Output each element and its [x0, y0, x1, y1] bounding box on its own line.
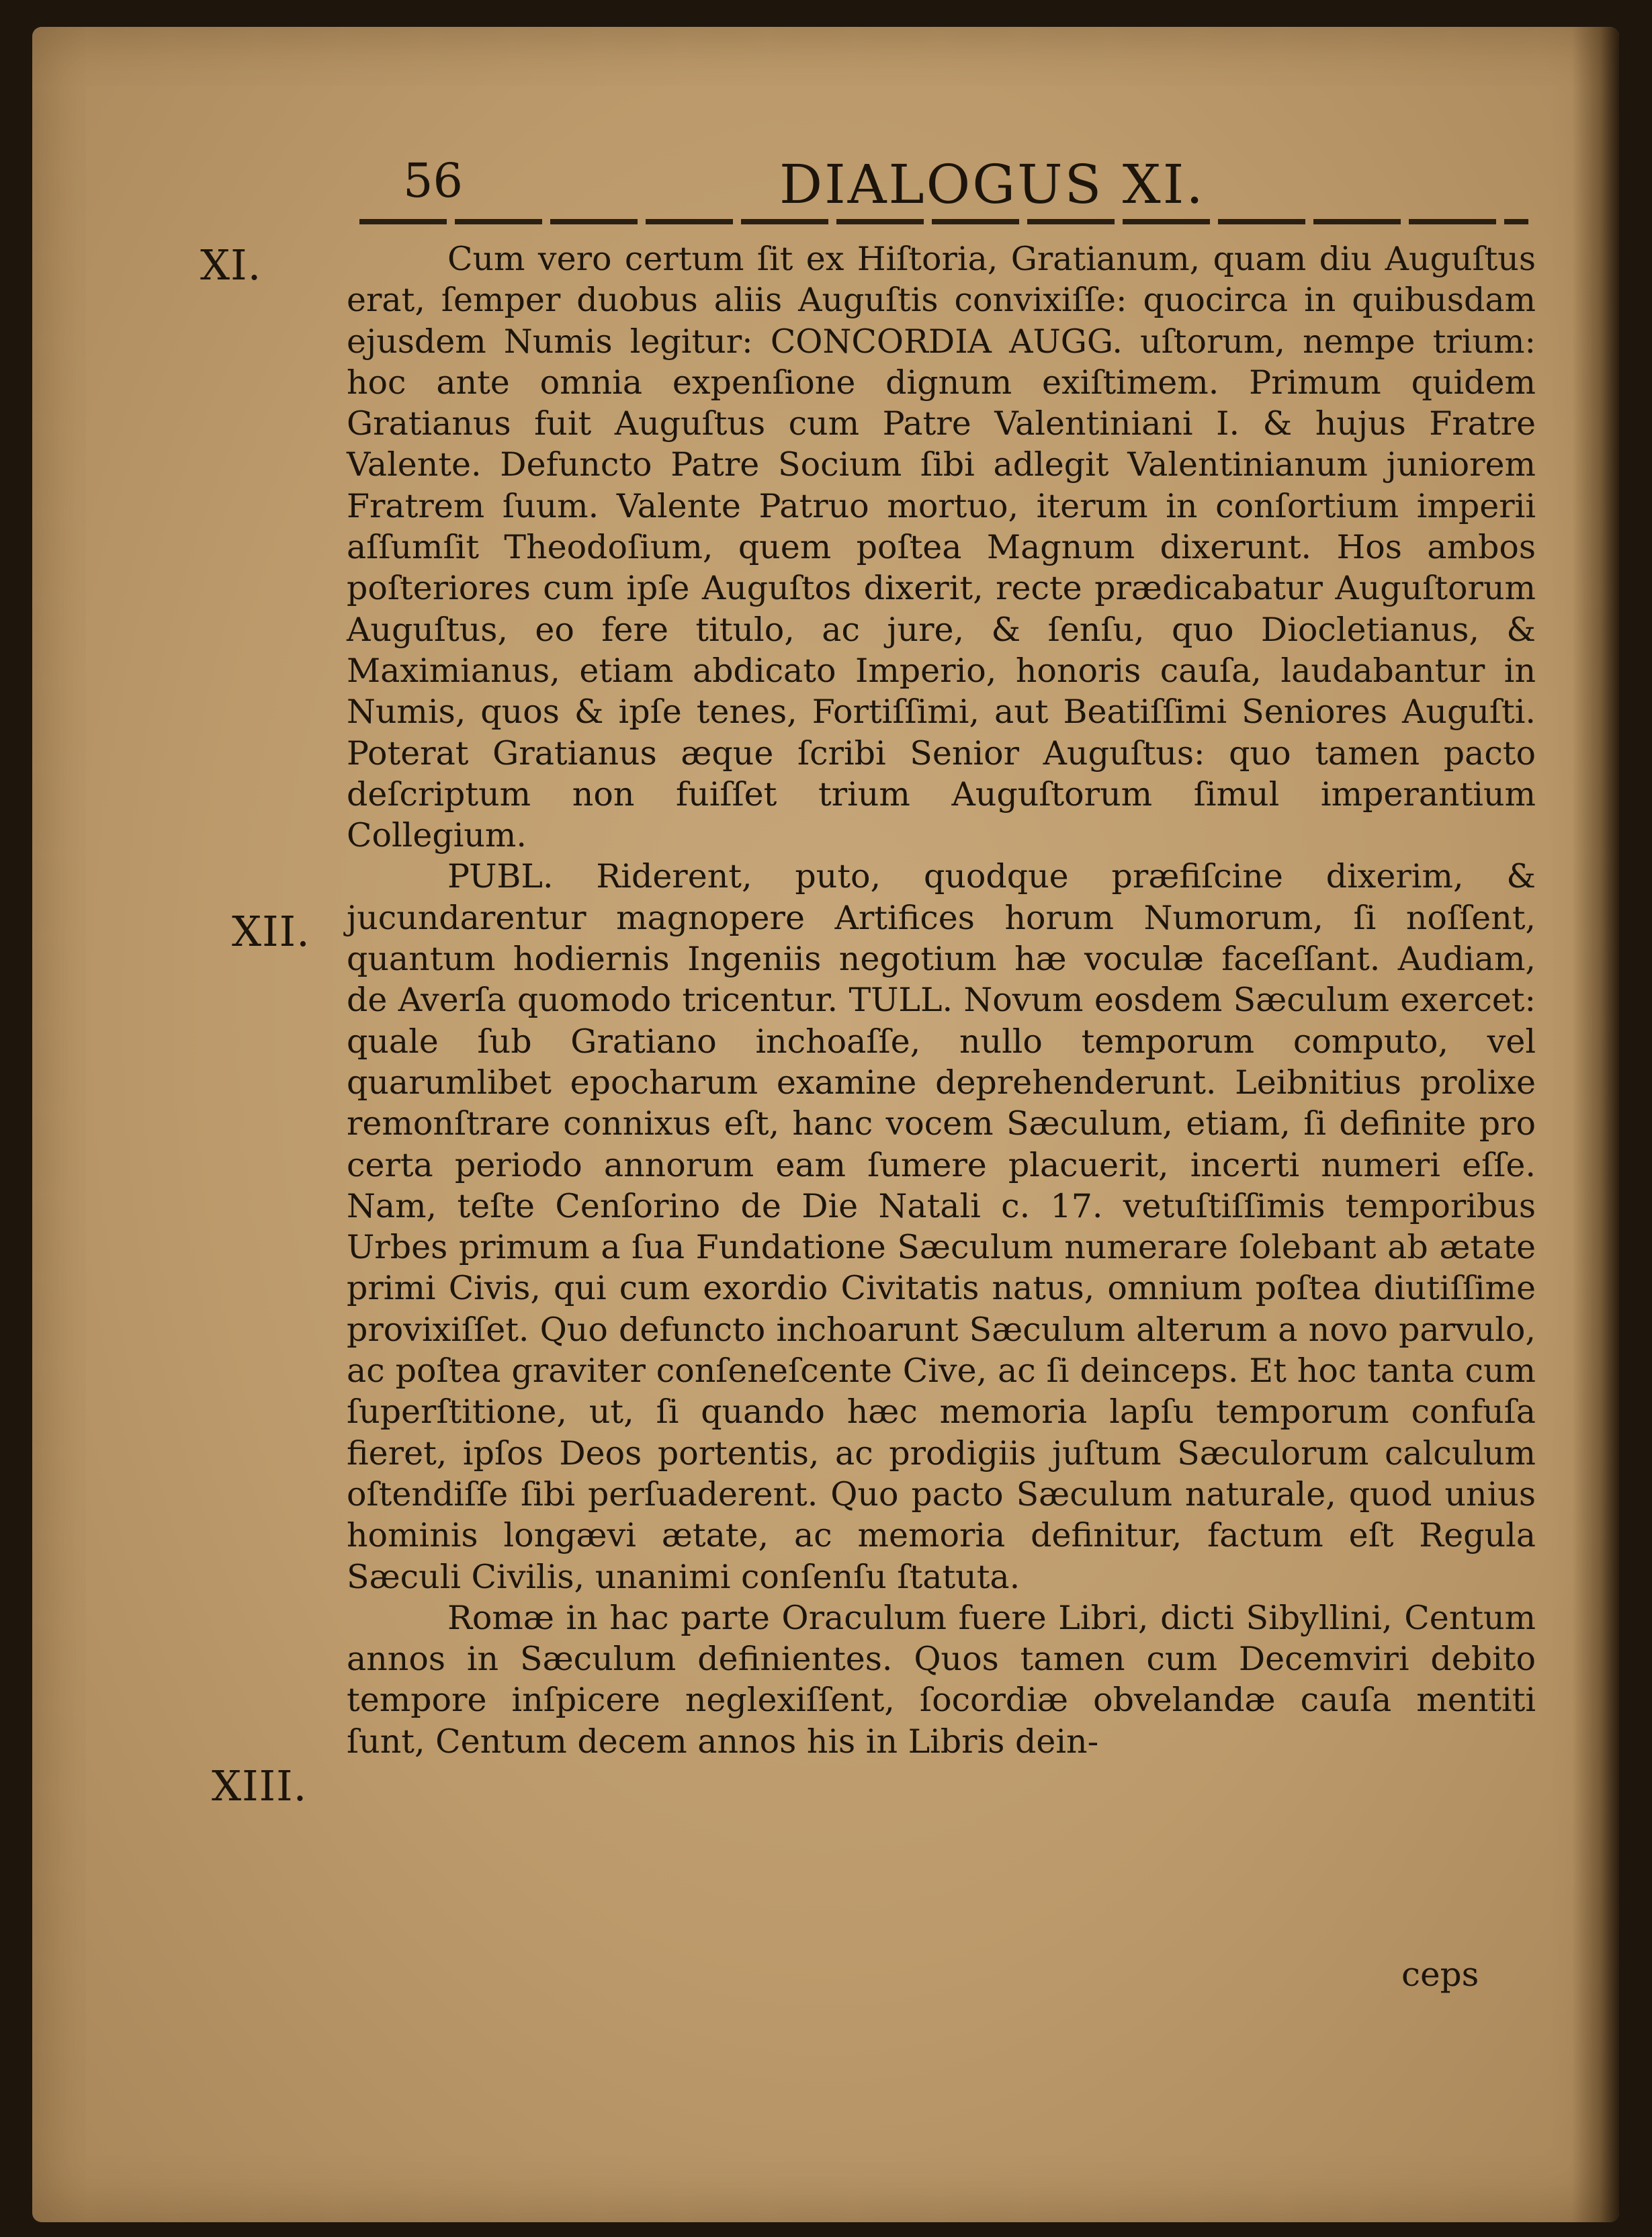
paragraph-xii-text: PUBL. Riderent, puto, quodque præfiſcine dixerim, & jucundarentur magnopere Artifices horum Numorum, ſi noſſent, quantum hodiernis Ingeniis negotium hæ voculæ faceſſant. Audiam, de Averſa quomodo tricentur. TULL. Novum eosdem Sæculum exercet: quale ſub Gratiano inchoaſſe, nullo temporum computo, vel quarumlibet epocharum examine deprehenderunt. Leibnitius prolixe remonſtrare connixus eſt, hanc vocem Sæculum, etiam, ſi definite pro certa periodo annorum eam ſumere placuerit, incerti numeri eſſe. Nam, teſte Cenſorino de Die Natali c. 17. vetuſtiſſimis temporibus Urbes primum a ſua Fundatione Sæculum numerare ſolebant ab ætate primi Civis, qui cum exordio Civitatis natus, omnium poſtea diutiſſime provixiſſet. Quo defuncto inchoarunt Sæculum alterum a novo parvulo, ac poſtea graviter conſeneſcente Cive, ac ſi deinceps. Et hoc tanta cum ſuperſtitione, ut, ſi quando hæc memoria lapſu temporum confuſa fieret, ipſos Deos portentis, ac prodigiis juſtum Sæculorum calculum oſtendiſſe ſibi perſuaderent. Quo pacto Sæculum naturale, quod unius hominis longævi ætate, ac memoria definitur, factum eſt Regula Sæculi Civilis, unanimi conſenſu ſtatuta.	[347, 857, 1536, 1596]
paragraph-xiii	[347, 1597, 1536, 1762]
paragraph-xii	[347, 856, 1536, 1597]
section-marker-xiii: XIII.	[212, 1761, 308, 1810]
header-rule	[359, 219, 1528, 224]
paragraph-xiii-text: Romæ in hac parte Oraculum fuere Libri, dicti Sibyllini, Centum annos in Sæculum definientes. Quos tamen cum Decemviri debito tempore inſpicere neglexiſſent, ſocordiæ obvelandæ cauſa mentiti ſunt, Centum decem annos his in Libris dein-	[347, 1598, 1536, 1761]
book-spine-shadow	[1572, 27, 1619, 2222]
page-number: 56	[403, 153, 464, 208]
section-marker-xii: XII.	[232, 907, 310, 956]
paragraph-xi	[347, 238, 1536, 856]
page-header	[376, 153, 1485, 220]
running-head: DIALOGUS XI.	[779, 153, 1205, 216]
body-text	[347, 238, 1536, 1762]
section-marker-xi: XI.	[200, 240, 262, 290]
paragraph-xi-text: Cum vero certum ſit ex Hiſtoria, Gratianum, quam diu Auguſtus erat, ſemper duobus aliis Auguſtis convixiſſe: quocirca in quibusdam ejusdem Numis legitur: CONCORDIA AUGG. uſtorum, nempe trium: hoc ante omnia expenſione dignum exiſtimem. Primum quidem Gratianus fuit Auguſtus cum Patre Valentiniani I. & hujus Fratre Valente. Defuncto Patre Socium ſibi adlegit Valentinianum juniorem Fratrem ſuum. Valente Patruo mortuo, iterum in conſortium imperii aſſumſit Theodoſium, quem poſtea Magnum dixerunt. Hos ambos poſteriores cum ipſe Auguſtos dixerit, recte prædicabatur Auguſtorum Auguſtus, eo fere titulo, ac jure, & ſenſu, quo Diocletianus, & Maximianus, etiam abdicato Imperio, honoris cauſa, laudabantur in Numis, quos & ipſe tenes, Fortiſſimi, aut Beatiſſimi Seniores Auguſti. Poterat Gratianus æque ſcribi Senior Auguſtus: quo tamen pacto deſcriptum non fuiſſet trium Auguſtorum ſimul imperantium Collegium.	[347, 240, 1536, 855]
catchword: ceps	[1401, 1955, 1479, 1994]
